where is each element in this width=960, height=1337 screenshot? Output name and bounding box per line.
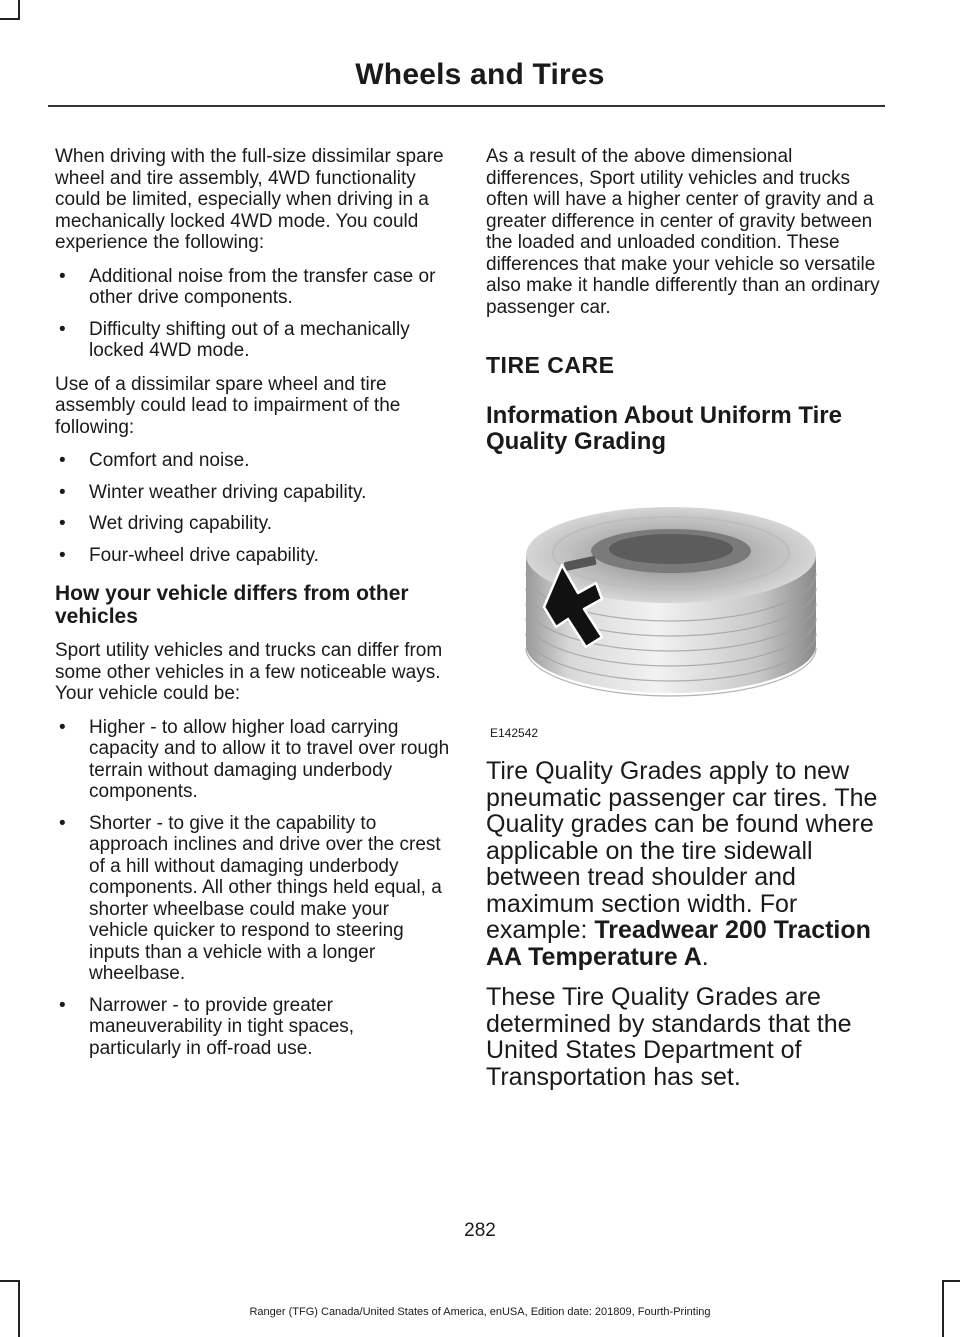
figure-id: E142542 [490,726,539,740]
list-item-text: Higher - to allow higher load carrying capacity and to allow it to travel over rough terrain without damaging underbody components. [89,716,450,802]
list-item-text: Narrower - to provide greater maneuverability in tight spaces, particularly in off-road use. [89,994,355,1059]
list-item [55,813,450,985]
paragraph: Sport utility vehicles and trucks can differ from some other vehicles in a few noticeable ways. Your vehicle could be: [55,640,443,704]
page-title: Wheels and Tires [355,58,605,91]
list-item [55,995,450,1060]
left-column [55,146,450,1071]
list-item [55,545,450,567]
paragraph: Use of a dissimilar spare wheel and tire assembly could lead to impairment of the following: [55,373,401,438]
paragraph-text: Tire Quality Grades apply to new pneumatic passenger car tires. The Quality grades can be found where applicable on the tire sidewall between tread shoulder and maximum section width. For example: [486,757,878,944]
paragraph [486,758,886,970]
list-item-text: Difficulty shifting out of a mechanically locked 4WD mode. [89,318,410,361]
paragraph: As a result of the above dimensional differences, Sport utility vehicles and trucks often will have a higher center of gravity and a greater difference in center of gravity between the loaded and unloaded condition. These differences that make your vehicle so versatile also make it handle differently than an ordinary passenger car. [486,146,880,318]
paragraph: These Tire Quality Grades are determined by standards that the United States Department of Transportation has set. [486,983,852,1091]
crop-mark [942,1280,960,1282]
list-item-text: Additional noise from the transfer case or other drive components. [89,265,436,308]
list-item [55,319,450,362]
bullet-icon: • [59,513,66,534]
list-item [55,513,450,535]
bullet-list [55,450,450,566]
subheading: How your vehicle differs from other vehicles [55,582,409,628]
list-item-text: Four-wheel drive capability. [89,544,319,566]
bullet-list [55,717,450,1060]
bullet-list [55,266,450,362]
subsection-heading: Information About Uniform Tire Quality Grading [486,402,842,455]
list-item [55,482,450,504]
grade-example: Treadwear 200 Traction AA Temperature A [486,916,871,971]
list-item [55,717,450,803]
bullet-icon: • [59,450,66,471]
crop-mark [0,1280,20,1282]
crop-mark [0,18,20,20]
header-divider [48,105,885,107]
list-item [55,450,450,472]
bullet-icon: • [59,994,66,1016]
bullet-icon: • [59,481,66,503]
bullet-icon: • [59,716,66,738]
crop-mark [18,0,20,20]
list-item-text: Shorter - to give it the capability to approach inclines and drive over the crest of a hill without damaging underbody components. All other things held equal, a shorter wheelbase could make your vehicle quicker to respond to steering inputs than a vehicle with a longer wheelbase. [89,812,442,984]
page-number: 282 [464,1220,496,1241]
paragraph-end: . [701,942,709,971]
footer-text: Ranger (TFG) Canada/United States of America, enUSA, Edition date: 201809, Fourth-Printing [249,1306,711,1318]
section-heading: TIRE CARE [486,352,615,378]
list-item-text: Winter weather driving capability. [89,481,367,503]
tire-icon [486,495,886,725]
bullet-icon: • [59,318,66,340]
list-item-text: Comfort and noise. [89,450,250,471]
list-item [55,266,450,309]
bullet-icon: • [59,265,66,287]
tire-illustration [486,495,886,740]
paragraph: When driving with the full-size dissimilar spare wheel and tire assembly, 4WD functionality could be limited, especially when driving in a mechanically locked 4WD mode. You could experience the following: [55,146,444,253]
list-item-text: Wet driving capability. [89,513,273,534]
bullet-icon: • [59,812,66,834]
bullet-icon: • [59,544,66,566]
right-column [486,146,886,1090]
